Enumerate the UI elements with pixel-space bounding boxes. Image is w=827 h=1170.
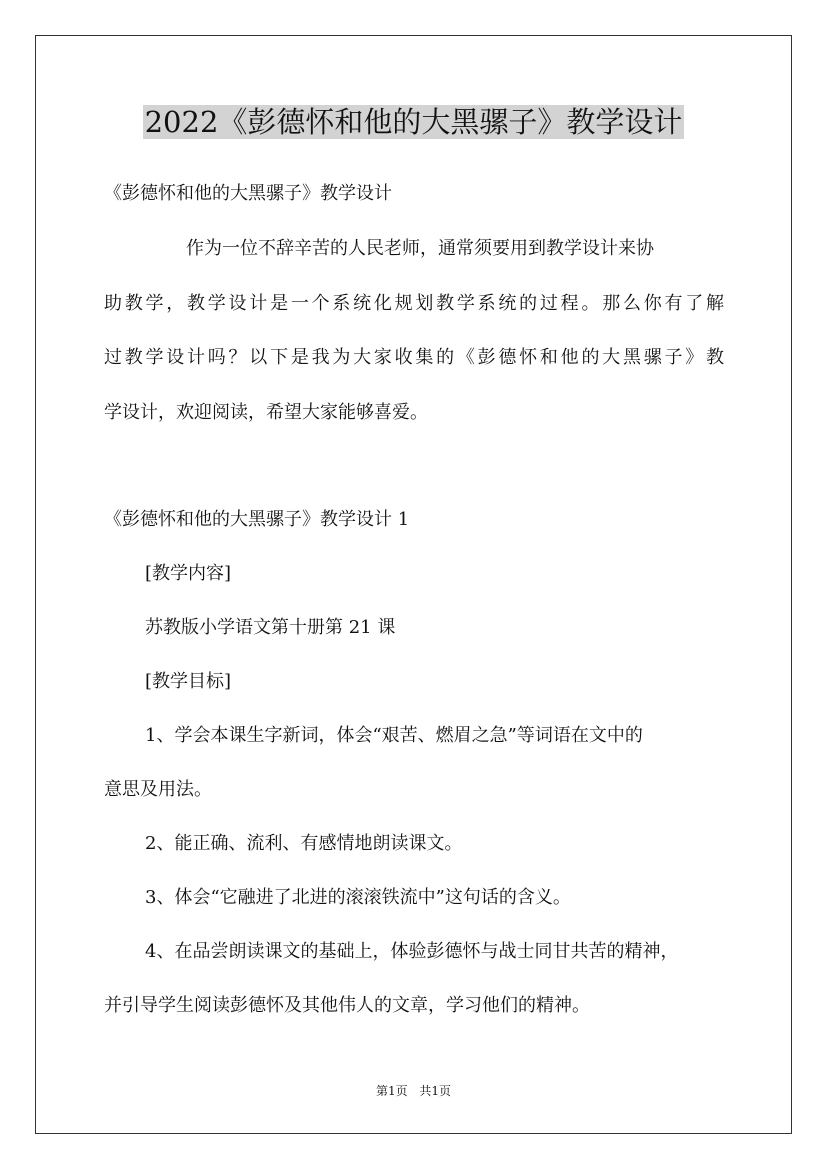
page-number-current: 第1页 <box>375 1084 408 1098</box>
goal-line-2: 意思及用法。 <box>104 779 212 800</box>
goal-line-3: 2、能正确、流利、有感情地朗读课文。 <box>145 833 463 854</box>
goal-line-4: 3、体会“它融进了北进的滚滚铁流中”这句话的含义。 <box>145 887 571 908</box>
content-text: 苏教版小学语文第十册第 21 课 <box>145 617 396 638</box>
subtitle: 《彭德怀和他的大黑骡子》教学设计 <box>104 183 392 204</box>
page-footer <box>0 1083 827 1099</box>
intro-line-4: 学设计，欢迎阅读，希望大家能够喜爱。 <box>104 402 428 423</box>
document-title-wrap <box>0 100 827 144</box>
goals-heading: [教学目标] <box>145 671 232 692</box>
intro-line-3: 过教学设计吗？以下是我为大家收集的《彭德怀和他的大黑骡子》教 <box>104 347 724 368</box>
goal-line-6: 并引导学生阅读彭德怀及其他伟人的文章，学习他们的精神。 <box>104 995 590 1016</box>
content-heading: [教学内容] <box>145 563 232 584</box>
intro-line-1: 作为一位不辞辛苦的人民老师，通常须要用到教学设计来协 <box>186 238 654 259</box>
goal-line-1: 1、学会本课生字新词，体会“艰苦、燃眉之急”等词语在文中的 <box>145 725 643 746</box>
section-title: 《彭德怀和他的大黑骡子》教学设计 1 <box>104 509 410 530</box>
page-number-total: 共1页 <box>419 1084 452 1098</box>
intro-line-2: 助教学，教学设计是一个系统化规划教学系统的过程。那么你有了解 <box>104 293 724 314</box>
goal-line-5: 4、在品尝朗读课文的基础上，体验彭德怀与战士同甘共苦的精神， <box>145 941 679 962</box>
document-title: 2022《彭德怀和他的大黑骡子》教学设计 <box>144 105 683 139</box>
